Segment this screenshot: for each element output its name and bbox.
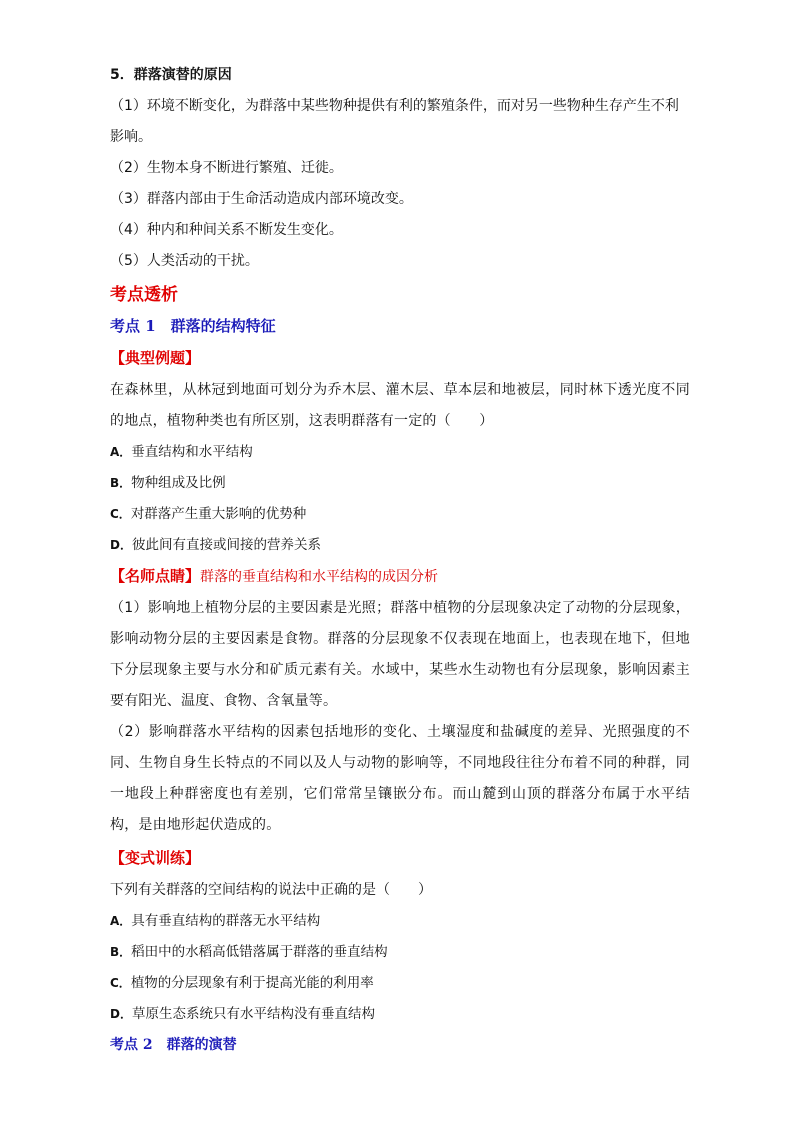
example-option-d bbox=[110, 530, 690, 561]
section5-item-2: （2）生物本身不断进行繁殖、迁徙。 bbox=[110, 160, 343, 176]
practice-option-c bbox=[110, 968, 690, 999]
example-question: 在森林里，从林冠到地面可划分为乔木层、灌木层、草本层和地被层，同时林下透光度不同的地点，植物种类也有所区别，这表明群落有一定的（ ） bbox=[110, 382, 690, 429]
example-tag: 【典型例题】 bbox=[110, 349, 201, 367]
option-letter: C． bbox=[110, 976, 131, 990]
section5-item-5: （5）人类活动的干扰。 bbox=[110, 253, 259, 269]
example-option-a bbox=[110, 437, 690, 468]
teacher-note: 群落的垂直结构和水平结构的成因分析 bbox=[200, 569, 439, 585]
option-letter: B． bbox=[110, 476, 132, 490]
practice-option-a bbox=[110, 906, 690, 937]
practice-question: 下列有关群落的空间结构的说法中正确的是（ ） bbox=[110, 882, 432, 898]
document-content bbox=[110, 60, 690, 1061]
example-option-b bbox=[110, 468, 690, 499]
point1-title: 考点 1 群落的结构特征 bbox=[110, 317, 276, 335]
explanation-1: （1）影响地上植物分层的主要因素是光照；群落中植物的分层现象决定了动物的分层现象，影响动物分层的主要因素是食物。群落的分层现象不仅表现在地面上，也表现在地下，但地下分层现象主要与水分和矿质元素有关。水域中，某些水生动物也有分层现象，影响因素主要有阳光、温度、食物、含氧量等。 bbox=[110, 600, 690, 709]
option-text: 草原生态系统只有水平结构没有垂直结构 bbox=[131, 1006, 375, 1022]
example-option-c bbox=[110, 499, 690, 530]
practice-option-b bbox=[110, 937, 690, 968]
section5-item-1: （1）环境不断变化，为群落中某些物种提供有利的繁殖条件，而对另一些物种生存产生不利影响。 bbox=[110, 98, 679, 145]
practice-tag: 【变式训练】 bbox=[110, 849, 201, 867]
option-letter: D． bbox=[110, 538, 132, 552]
practice-option-d bbox=[110, 999, 690, 1030]
teacher-tag: 【名师点睛】 bbox=[110, 567, 201, 585]
option-letter: D． bbox=[110, 1007, 132, 1021]
teacher-note-line bbox=[110, 561, 690, 593]
option-letter: C． bbox=[110, 507, 131, 521]
option-text: 对群落产生重大影响的优势种 bbox=[130, 506, 307, 522]
option-text: 物种组成及比例 bbox=[131, 475, 226, 491]
option-text: 植物的分层现象有利于提高光能的利用率 bbox=[130, 975, 374, 991]
option-text: 垂直结构和水平结构 bbox=[131, 444, 253, 460]
option-letter: B． bbox=[110, 945, 132, 959]
explanation-2: （2）影响群落水平结构的因素包括地形的变化、土壤湿度和盐碱度的差异、光照强度的不同、生物自身生长特点的不同以及人与动物的影响等，不同地段往往分布着不同的种群，同一地段上种群密度也有差别，它们常常呈镶嵌分布。而山麓到山顶的群落分布属于水平结构，是由地形起伏造成的。 bbox=[110, 724, 690, 833]
point2-title: 考点 2 群落的演替 bbox=[110, 1037, 237, 1053]
option-letter: A． bbox=[110, 445, 132, 459]
option-text: 稻田中的水稻高低错落属于群落的垂直结构 bbox=[131, 944, 388, 960]
option-text: 彼此间有直接或间接的营养关系 bbox=[131, 537, 321, 553]
analysis-heading: 考点透析 bbox=[110, 285, 178, 305]
section5-item-4: （4）种内和种间关系不断发生变化。 bbox=[110, 222, 343, 238]
section5-heading: 5．群落演替的原因 bbox=[110, 67, 232, 83]
section5-item-3: （3）群落内部由于生命活动造成内部环境改变。 bbox=[110, 191, 413, 207]
option-text: 具有垂直结构的群落无水平结构 bbox=[131, 913, 321, 929]
option-letter: A． bbox=[110, 914, 132, 928]
